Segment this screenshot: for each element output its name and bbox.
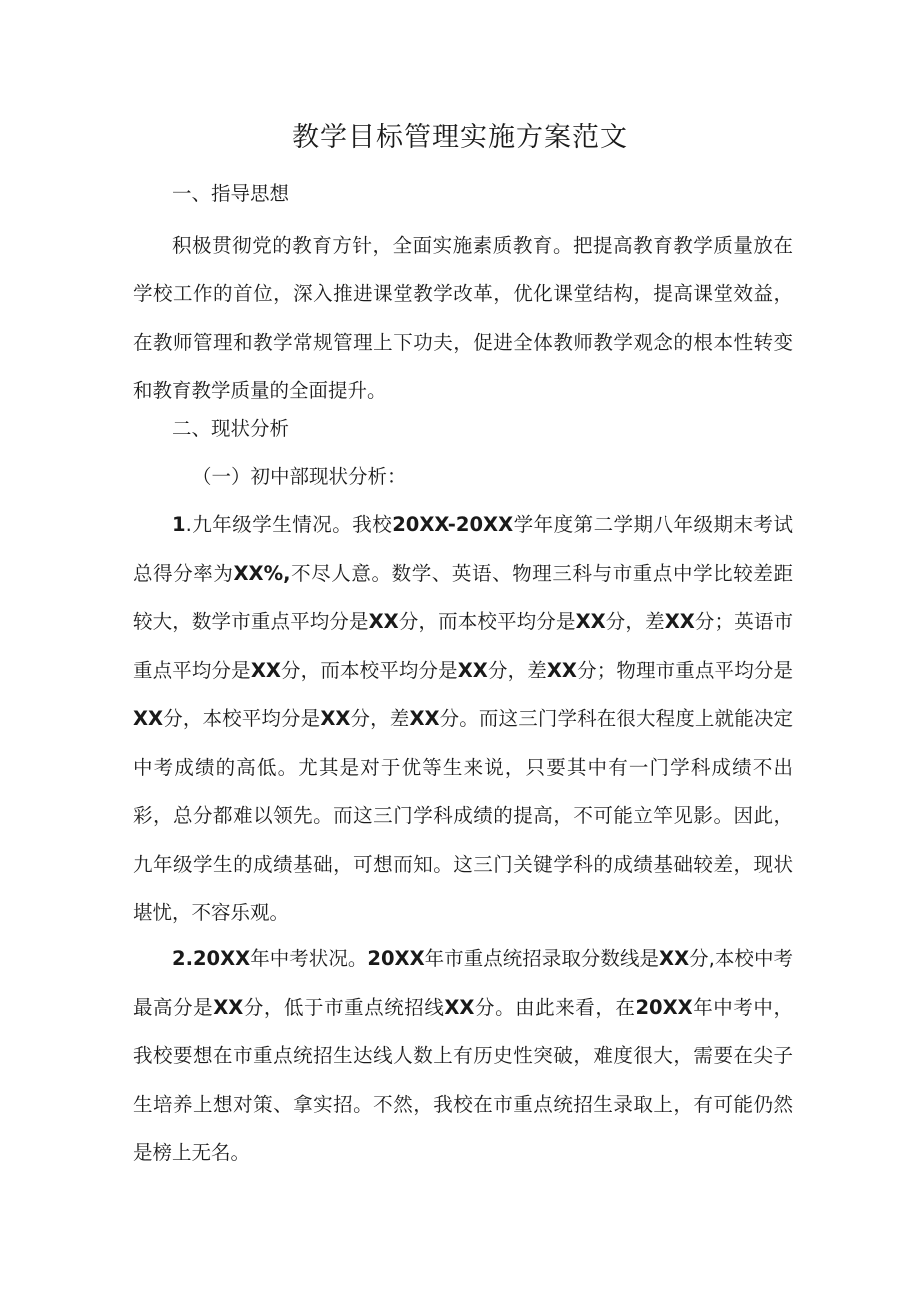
para-segment: XX: [546, 658, 577, 682]
para-segment: 分，差: [605, 610, 665, 633]
para-segment: XX%,: [233, 561, 291, 585]
para-segment: 年市重点统招录取分数线是: [424, 947, 660, 970]
para-segment: 分，而本校平均分是: [280, 658, 458, 682]
para-segment: 2.20XX: [172, 947, 251, 970]
paragraph-1: [133, 501, 793, 938]
para-segment: XX: [664, 610, 695, 633]
para-segment: 年中考状况。: [250, 947, 368, 970]
section-1: [133, 170, 793, 416]
para-segment: 20XX: [635, 995, 693, 1019]
para-segment: 分；英语市重点平均分是: [133, 610, 793, 682]
para-segment: 分。而这三门学科在很大程度上就能决定中考成绩的高低。尤其是对于优等生来说，只要其中有一门学科成绩不出彩，总分都难以领先。而这三门学科成绩的提高，不可能立竿见影。因此，九年级学生的成绩基础，可想而知。这三门关键学科的成绩基础较差，现状堪忧，不容乐观。: [133, 707, 793, 924]
para-segment: 不尽人意。数学、英语、物理三科与市重点中学比较差距较大，数学市重点平均分是: [133, 561, 793, 633]
paragraph-2-text: [133, 935, 793, 1178]
para-segment: 学年度第二学期八年级期末考试总得分率为: [133, 513, 793, 585]
para-segment: 分,本校中考最高分是: [133, 947, 793, 1019]
para-segment: 分，差: [350, 707, 410, 730]
para-segment: XX: [659, 947, 690, 970]
para-segment: 分，差: [487, 658, 547, 682]
section-2: [133, 405, 793, 454]
para-segment: 分，低于市重点统招线: [243, 995, 445, 1019]
section-1-paragraph: 积极贯彻党的教育方针，全面实施素质教育。把提高教育教学质量放在学校工作的首位，深入推进课堂教学改革，优化课堂结构，提高课堂效益，在教师管理和教学常规管理上下功夫，促进全体教师教学观念的根本性转变和教育教学质量的全面提升。: [133, 233, 793, 402]
para-segment: XX: [133, 707, 164, 730]
paragraph-2: [133, 935, 793, 1178]
para-segment: XX: [457, 658, 488, 682]
para-segment: XX: [575, 610, 606, 633]
para-segment: 20XX: [367, 947, 425, 970]
para-segment: 1: [172, 513, 186, 536]
para-segment: XX: [444, 995, 475, 1019]
paragraph-1-text: [133, 501, 793, 938]
para-segment: 分，本校平均分是: [163, 707, 321, 730]
para-segment: 年中考中，我校要想在市重点统招生达线人数上有历史性突破，难度很大，需要在尖子生培养上想对策、拿实招。不然，我校在市重点统招生录取上，有可能仍然是榜上无名。: [133, 995, 793, 1164]
section-2-heading: 二、现状分析: [172, 417, 290, 440]
para-segment: XX: [409, 707, 440, 730]
document-title: 教学目标管理实施方案范文: [292, 122, 628, 153]
para-segment: XX: [250, 658, 281, 682]
para-segment: 分，而本校平均分是: [398, 610, 576, 633]
para-segment: 分；物理市重点平均分是: [576, 658, 793, 682]
para-segment: XX: [320, 707, 351, 730]
subsection-1-heading: （一）初中部现状分析：: [192, 465, 407, 488]
section-1-heading: 一、指导思想: [172, 182, 290, 205]
para-segment: XX: [213, 995, 244, 1019]
para-segment: 分。由此来看，在: [474, 995, 636, 1019]
para-segment: .九年级学生情况。我校: [185, 513, 393, 536]
subsection-1: [133, 453, 793, 502]
para-segment: XX: [368, 610, 399, 633]
para-segment: 20XX-20XX: [392, 513, 514, 536]
